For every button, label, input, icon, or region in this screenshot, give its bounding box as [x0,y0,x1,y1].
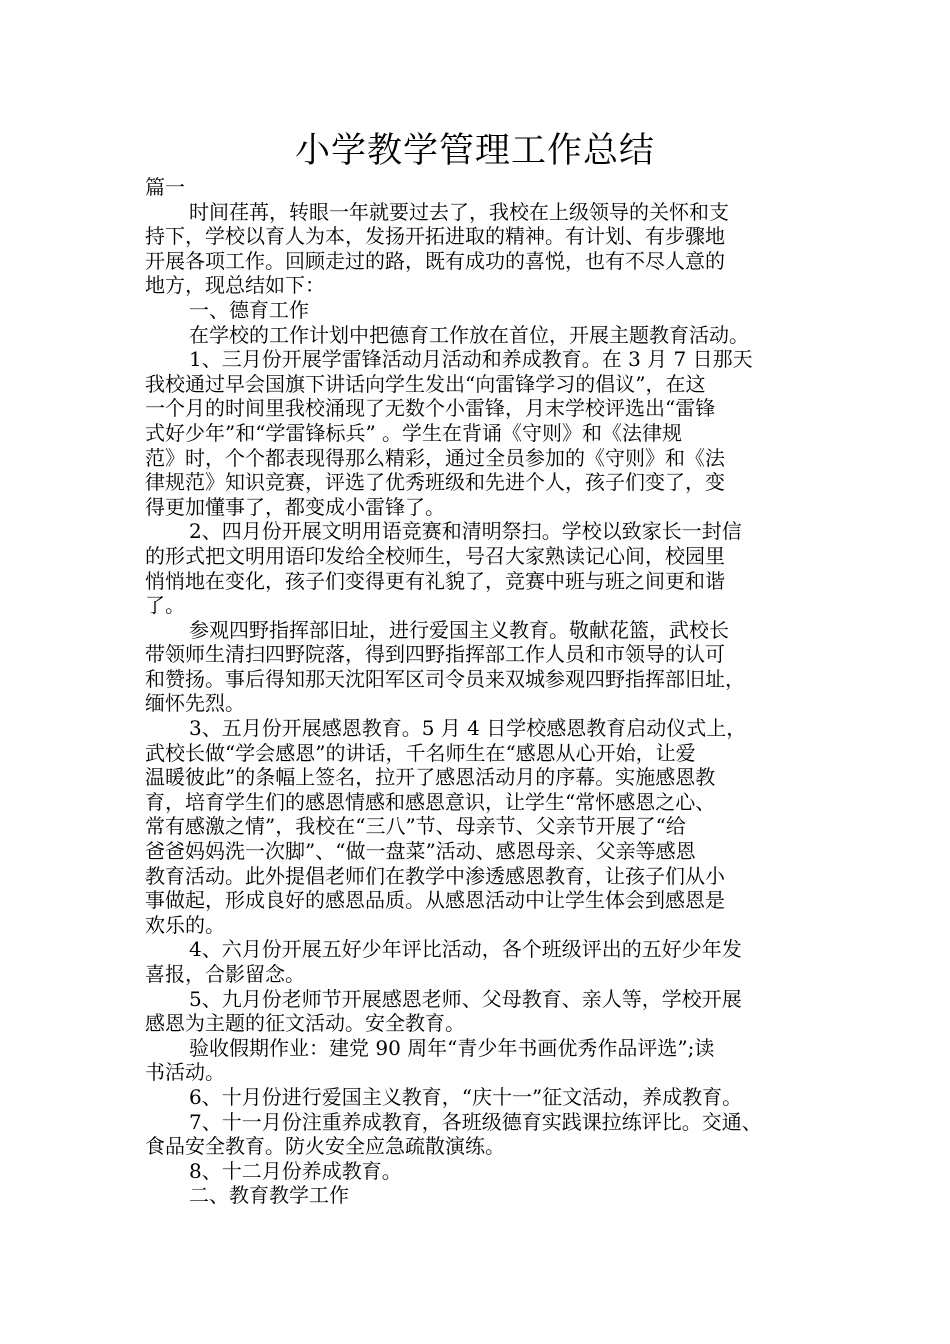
body-line: 常有感激之情”，我校在“三八”节、母亲节、父亲节开展了“给 [145,814,686,839]
body-line: 范》时，个个都表现得那么精彩，通过全员参加的《守则》和《法 [145,445,725,470]
body-line: 感恩为主题的征文活动。安全教育。 [145,1011,465,1036]
body-line: 一、德育工作 [189,297,309,322]
body-line: 带领师生清扫四野院落，得到四野指挥部工作人员和市领导的认可 [145,642,725,667]
body-line: 地方，现总结如下： [145,273,325,298]
document-title: 小学教学管理工作总结 [294,131,655,171]
body-line: 书活动。 [145,1060,225,1085]
body-line: 和赞扬。事后得知那天沈阳军区司令员来双城参观四野指挥部旧址， [145,666,745,691]
body-line: 2、四月份开展文明用语竞赛和清明祭扫。学校以致家长一封信 [189,519,742,544]
body-line: 悄悄地在变化，孩子们变得更有礼貌了，竞赛中班与班之间更和谐 [145,568,725,593]
body-line: 爸爸妈妈洗一次脚”、“做一盘菜”活动、感恩母亲、父亲等感恩 [145,839,696,864]
body-line: 教育活动。此外提倡老师们在教学中渗透感恩教育，让孩子们从小 [145,863,725,888]
document-body [145,175,830,1208]
body-line: 时间荏苒，转眼一年就要过去了，我校在上级领导的关怀和支 [189,199,729,224]
body-line: 事做起，形成良好的感恩品质。从感恩活动中让学生体会到感恩是 [145,888,725,913]
body-line: 缅怀先烈。 [145,691,245,716]
body-line: 1、三月份开展学雷锋活动月活动和养成教育。在 3 月 7 日那天 [189,347,753,372]
body-line: 开展各项工作。回顾走过的路，既有成功的喜悦，也有不尽人意的 [145,248,725,273]
body-line: 一个月的时间里我校涌现了无数个小雷锋，月末学校评选出“雷锋 [145,396,716,421]
body-line: 4、六月份开展五好少年评比活动，各个班级评出的五好少年发 [189,937,742,962]
body-line: 5、九月份老师节开展感恩老师、父母教育、亲人等，学校开展 [189,986,742,1011]
body-line: 持下，学校以育人为本，发扬开拓进取的精神。有计划、有步骤地 [145,224,725,249]
body-line: 温暖彼此”的条幅上签名，拉开了感恩活动月的序幕。实施感恩教 [145,765,716,790]
body-line: 3、五月份开展感恩教育。5 月 4 日学校感恩教育启动仪式上， [189,716,747,741]
body-line: 的形式把文明用语印发给全校师生，号召大家熟读记心间，校园里 [145,543,725,568]
body-line: 欢乐的。 [145,912,225,937]
body-line: 律规范》知识竞赛，评选了优秀班级和先进个人，孩子们变了，变 [145,470,725,495]
body-line: 篇一 [145,175,185,199]
body-line: 喜报，合影留念。 [145,962,305,986]
body-line: 在学校的工作计划中把德育工作放在首位，开展主题教育活动。 [189,322,749,347]
body-line: 食品安全教育。防火安全应急疏散演练。 [145,1134,505,1159]
body-line: 验收假期作业：建党 90 周年“青少年书画优秀作品评选”;读 [189,1035,715,1060]
body-line: 育，培育学生们的感恩情感和感恩意识，让学生“常怀感恩之心、 [145,789,716,814]
body-line: 我校通过早会国旗下讲话向学生发出“向雷锋学习的倡议”，在这 [145,371,706,396]
body-line: 参观四野指挥部旧址，进行爱国主义教育。敬献花篮，武校长 [189,617,729,642]
body-line: 6、十月份进行爱国主义教育，“庆十一”征文活动，养成教育。 [189,1084,743,1109]
body-line: 式好少年”和“学雷锋标兵” 。学生在背诵《守则》和《法律规 [145,420,683,445]
body-line: 8、十二月份养成教育。 [189,1158,402,1183]
body-line: 二、教育教学工作 [189,1183,349,1208]
body-line: 得更加懂事了，都变成小雷锋了。 [145,494,445,519]
body-line: 7、十一月份注重养成教育，各班级德育实践课拉练评比。交通、 [189,1109,762,1134]
body-line: 武校长做“学会感恩”的讲话，千名师生在“感恩从心开始，让爱 [145,740,696,765]
body-line: 了。 [145,593,185,618]
